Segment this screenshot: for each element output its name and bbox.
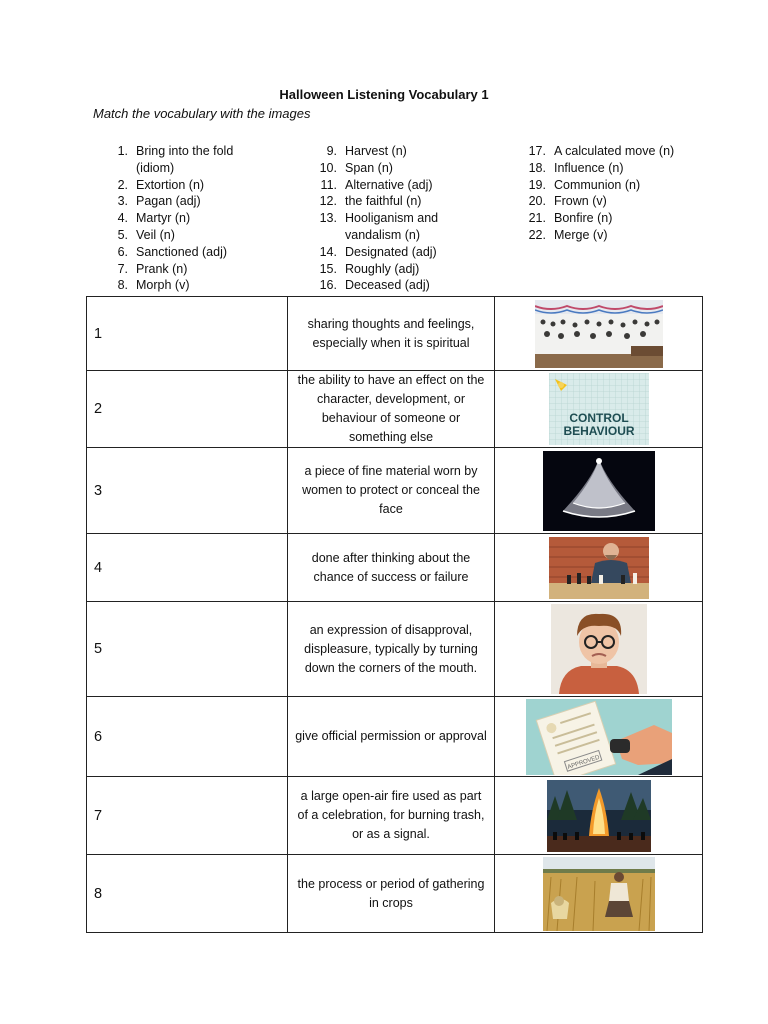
row-number: 3 bbox=[87, 448, 288, 534]
vocab-number: 4. bbox=[117, 211, 128, 226]
vocab-item bbox=[521, 227, 681, 244]
vocab-number: 21. bbox=[528, 211, 546, 226]
definition: done after thinking about the chance of success or failure bbox=[288, 534, 495, 602]
vocab-number: 17. bbox=[528, 144, 546, 158]
vocab-number: 18. bbox=[528, 160, 546, 175]
vocab-item bbox=[103, 261, 263, 278]
table-row bbox=[87, 855, 703, 933]
vocab-number: 19. bbox=[528, 177, 546, 192]
vocab-item bbox=[312, 193, 472, 210]
vocab-word: A calculated move (n) bbox=[554, 144, 675, 158]
instructions: Match the vocabulary with the images bbox=[93, 106, 311, 121]
vocab-list-col-3 bbox=[521, 143, 681, 244]
control-behaviour-text: CONTROL BEHAVIOUR bbox=[562, 411, 635, 438]
vocab-number: 1. bbox=[117, 144, 128, 158]
image-cell bbox=[495, 855, 703, 933]
row-number: 6 bbox=[87, 697, 288, 777]
vocab-word: Deceased (adj) bbox=[345, 278, 430, 293]
vocab-word: Alternative (adj) bbox=[345, 177, 433, 192]
vocab-number: 10. bbox=[319, 160, 337, 175]
vocab-number: 15. bbox=[319, 261, 337, 276]
row-number: 8 bbox=[87, 855, 288, 933]
image-cell bbox=[495, 448, 703, 534]
vocab-word: Hooliganism and vandalism (n) bbox=[345, 211, 439, 242]
vocab-word: the faithful (n) bbox=[345, 194, 422, 209]
vocab-word: Morph (v) bbox=[136, 278, 190, 293]
vocab-number: 5. bbox=[117, 227, 128, 242]
vocab-number: 11. bbox=[320, 177, 337, 192]
definition: an expression of disapproval, displeasure, typically by turning down the corners of the mouth. bbox=[288, 602, 495, 697]
definition: the ability to have an effect on the character, development, or behaviour of someone or something else bbox=[288, 371, 495, 448]
row-number: 4 bbox=[87, 534, 288, 602]
vocab-item bbox=[521, 143, 681, 160]
vocab-item bbox=[521, 177, 681, 194]
image-cell bbox=[495, 697, 703, 777]
image-cell bbox=[495, 602, 703, 697]
vocab-item bbox=[103, 143, 263, 177]
vocab-item bbox=[312, 277, 472, 294]
vocab-number: 20. bbox=[528, 194, 546, 209]
image-cell bbox=[495, 777, 703, 855]
vocab-word: Roughly (adj) bbox=[345, 261, 420, 276]
table-row bbox=[87, 371, 703, 448]
vocab-item bbox=[312, 143, 472, 160]
vocab-word: Merge (v) bbox=[554, 227, 608, 242]
vocab-word: Designated (adj) bbox=[345, 244, 437, 259]
definition: the process or period of gathering in crops bbox=[288, 855, 495, 933]
vocab-number: 8. bbox=[117, 278, 128, 293]
vocab-item bbox=[103, 277, 263, 294]
vocab-word: Martyr (n) bbox=[136, 211, 191, 226]
crowd-of-worshippers-image bbox=[535, 300, 663, 368]
vocab-word: Communion (n) bbox=[554, 177, 641, 192]
vocab-number: 9. bbox=[326, 144, 337, 158]
row-number: 5 bbox=[87, 602, 288, 697]
row-number: 1 bbox=[87, 297, 288, 371]
vocab-item bbox=[521, 193, 681, 210]
vocab-word: Harvest (n) bbox=[345, 144, 407, 158]
vocab-number: 16. bbox=[319, 278, 337, 293]
vocab-item bbox=[521, 160, 681, 177]
approved-stamp-text: APPROVED bbox=[566, 754, 601, 771]
vocab-word: Prank (n) bbox=[136, 261, 188, 276]
page-title: Halloween Listening Vocabulary 1 bbox=[279, 87, 489, 102]
frowning-man-image bbox=[551, 604, 647, 694]
table-row bbox=[87, 777, 703, 855]
table-row bbox=[87, 448, 703, 534]
vocab-number: 3. bbox=[117, 194, 128, 209]
approved-stamp-image bbox=[526, 699, 672, 775]
control-behaviour-image bbox=[549, 373, 649, 445]
vocab-word: Sanctioned (adj) bbox=[136, 244, 228, 259]
table-row bbox=[87, 534, 703, 602]
vocab-word: Bonfire (n) bbox=[554, 211, 613, 226]
image-cell bbox=[495, 371, 703, 448]
vocab-number: 7. bbox=[117, 261, 128, 276]
vocab-item bbox=[312, 177, 472, 194]
harvest-field-image bbox=[543, 857, 655, 931]
table-row bbox=[87, 697, 703, 777]
vocab-word: Frown (v) bbox=[554, 194, 607, 209]
vocab-number: 14. bbox=[319, 244, 337, 259]
vocab-word: Veil (n) bbox=[136, 227, 175, 242]
vocab-number: 6. bbox=[117, 244, 128, 259]
vocab-item bbox=[103, 177, 263, 194]
table-row bbox=[87, 602, 703, 697]
vocab-word: Influence (n) bbox=[554, 160, 624, 175]
vocab-number: 13. bbox=[319, 211, 337, 226]
row-number: 7 bbox=[87, 777, 288, 855]
vocab-item bbox=[312, 261, 472, 278]
vocab-item bbox=[312, 210, 472, 244]
definition: sharing thoughts and feelings, especially when it is spiritual bbox=[288, 297, 495, 371]
vocab-item bbox=[103, 227, 263, 244]
vocab-item bbox=[103, 193, 263, 210]
row-number: 2 bbox=[87, 371, 288, 448]
matching-table bbox=[86, 296, 703, 933]
vocab-item bbox=[312, 160, 472, 177]
vocab-number: 22. bbox=[528, 227, 546, 242]
vocab-number: 2. bbox=[117, 177, 128, 192]
vocab-word: Pagan (adj) bbox=[136, 194, 201, 209]
vocab-list-col-1 bbox=[103, 143, 263, 294]
vocab-list-col-2 bbox=[312, 143, 472, 294]
vocab-item bbox=[103, 210, 263, 227]
table-row bbox=[87, 297, 703, 371]
vocab-item bbox=[312, 244, 472, 261]
vocab-item bbox=[521, 210, 681, 227]
bonfire-image bbox=[547, 780, 651, 852]
chess-player-image bbox=[549, 537, 649, 599]
definition: a piece of fine material worn by women to protect or conceal the face bbox=[288, 448, 495, 534]
definition: a large open-air fire used as part of a celebration, for burning trash, or as a signal. bbox=[288, 777, 495, 855]
white-veil-image bbox=[543, 451, 655, 531]
vocab-word: Bring into the fold (idiom) bbox=[136, 144, 234, 175]
vocab-number: 12. bbox=[319, 194, 337, 209]
image-cell bbox=[495, 534, 703, 602]
vocab-word: Extortion (n) bbox=[136, 177, 205, 192]
vocab-word: Span (n) bbox=[345, 160, 393, 175]
definition: give official permission or approval bbox=[288, 697, 495, 777]
image-cell bbox=[495, 297, 703, 371]
vocab-item bbox=[103, 244, 263, 261]
